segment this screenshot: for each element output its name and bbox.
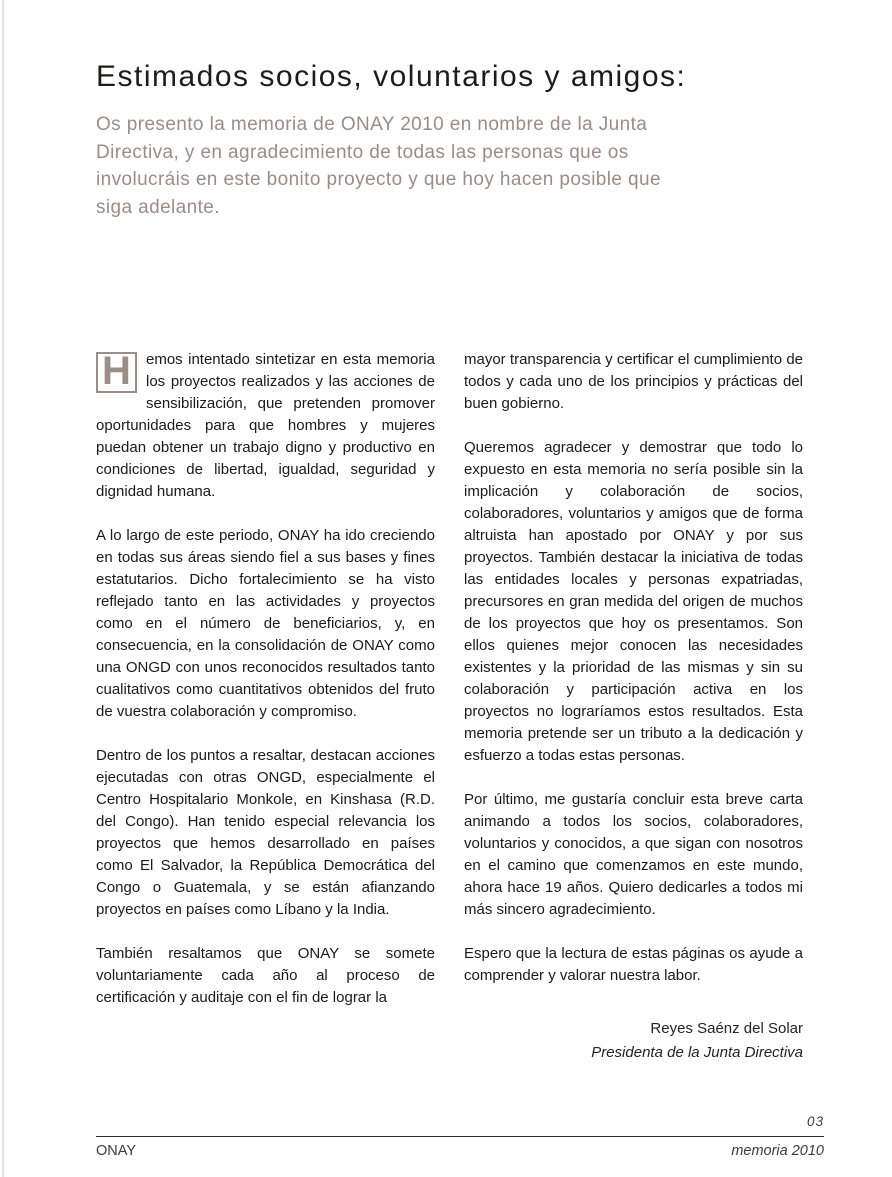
paragraph: mayor transparencia y certificar el cumplimiento de todos y cada uno de los principios y prácticas del buen gobierno. bbox=[464, 351, 803, 412]
intro-paragraph: Os presento la memoria de ONAY 2010 en nombre de la Junta Directiva, y en agradecimiento de todas las personas que os involucráis en este bonito proyecto y que hoy hacen posible que siga adelante. bbox=[96, 114, 661, 218]
page-footer bbox=[96, 1114, 824, 1159]
paragraph-dropcap bbox=[96, 349, 435, 503]
paragraph: Espero que la lectura de estas páginas os ayude a comprender y valorar nuestra labor. bbox=[464, 945, 803, 984]
paragraph: A lo largo de este periodo, ONAY ha ido creciendo en todas sus áreas siendo fiel a sus bases y fines estatutarios. Dicho fortalecimiento se ha visto reflejado tanto en las actividades y proyectos como en el número de beneficiarios, y, en consecuencia, en la consolidación de ONAY como una ONGD con unos reconocidos resultados tanto cualitativos como cuantitativos obtenidos del fruto de vuestra colaboración y compromiso. bbox=[96, 527, 435, 720]
paragraph: También resaltamos que ONAY se somete voluntariamente cada año al proceso de certificación y auditaje con el fin de lograr la bbox=[96, 945, 435, 1006]
letter-body bbox=[0, 349, 892, 1065]
signature-block bbox=[464, 1017, 803, 1065]
paragraph: Queremos agradecer y demostrar que todo lo expuesto en esta memoria no sería posible sin la implicación y colaboración de socios, colaboradores, voluntarios y amigos que de forma altruista han apostado por ONAY y por sus proyectos. También destacar la iniciativa de todas las entidades locales y personas expatriadas, precursores en gran medida del origen de muchos de los proyectos que hoy os presentamos. Son ellos quienes mejor conocen las necesidades existentes y la prioridad de las mismas y sin su colaboración y participación activa en los proyectos no lograríamos estos resultados. Esta memoria pretende ser un tributo a la dedicación y esfuerzo a todas estas personas. bbox=[464, 439, 803, 764]
footer-row bbox=[96, 1143, 824, 1159]
dropcap-letter: H bbox=[96, 352, 137, 393]
page-edge-line bbox=[2, 0, 4, 1177]
left-column bbox=[96, 349, 435, 1065]
page-number: 03 bbox=[806, 1114, 824, 1129]
right-column bbox=[464, 349, 803, 1065]
paragraph-text: emos intentado sintetizar en esta memoria los proyectos realizados y las acciones de sensibilización, que pretenden promover oportunidades para que hombres y mujeres puedan obtener un trabajo digno y productivo en condiciones de libertad, igualdad, seguridad y dignidad humana. bbox=[96, 351, 435, 500]
signature-name: Reyes Saénz del Solar bbox=[650, 1020, 803, 1037]
footer-doc-title: memoria 2010 bbox=[731, 1143, 824, 1159]
footer-org-name: ONAY bbox=[96, 1143, 137, 1159]
footer-divider bbox=[96, 1136, 824, 1137]
page-title: Estimados socios, voluntarios y amigos: bbox=[96, 60, 687, 93]
letter-header bbox=[0, 0, 892, 221]
signature-role: Presidenta de la Junta Directiva bbox=[591, 1044, 803, 1061]
paragraph: Dentro de los puntos a resaltar, destacan acciones ejecutadas con otras ONGD, especialmente el Centro Hospitalario Monkole, en Kinshasa (R.D. del Congo). Han tenido especial relevancia los proyectos que hemos desarrollado en países como El Salvador, la República Democrática del Congo o Guatemala, y se están afianzando proyectos en países como Líbano y la India. bbox=[96, 747, 435, 918]
paragraph: Por último, me gustaría concluir esta breve carta animando a todos los socios, colaboradores, voluntarios y conocidos, a que sigan con nosotros en el camino que comenzamos en este mundo, ahora hace 19 años. Quiero dedicarles a todos mi más sincero agradecimiento. bbox=[464, 791, 803, 918]
